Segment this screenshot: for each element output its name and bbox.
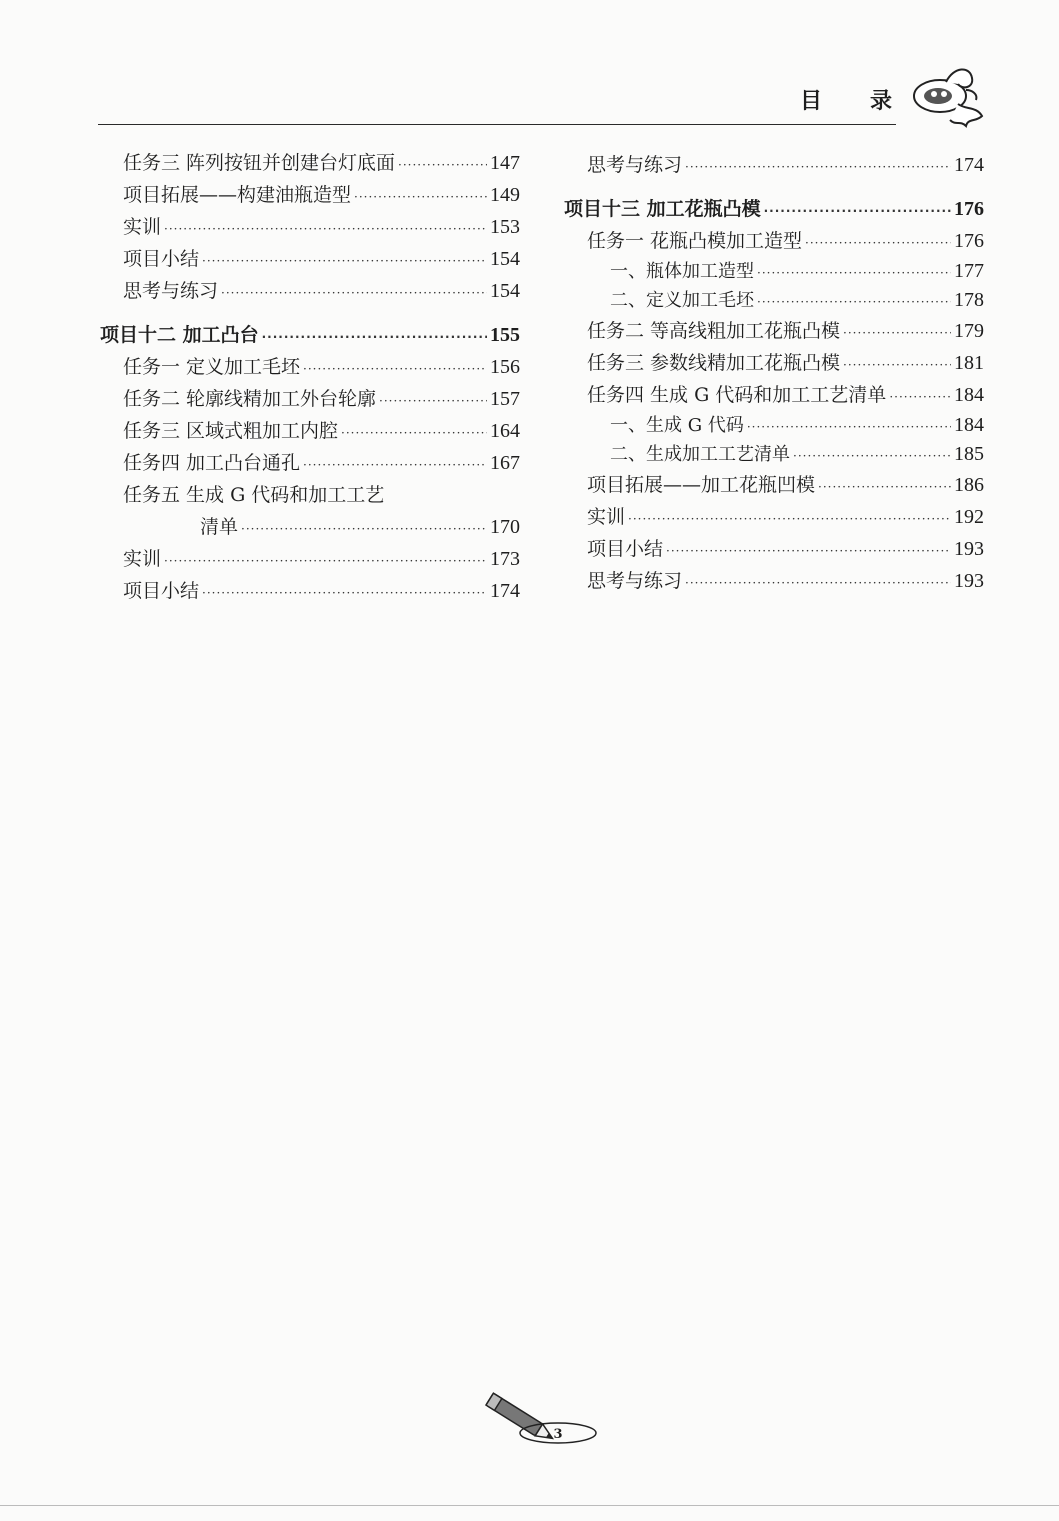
toc-entry[interactable]: 任务四 生成 G 代码和加工工艺清单 ····· 184 [564,379,984,411]
toc-entry[interactable]: 任务二 等高线粗加工花瓶凸模 ····· 179 [564,315,984,347]
toc-left-column [100,147,520,607]
toc-entry[interactable]: 任务三 参数线精加工花瓶凸模 ····· 181 [564,347,984,379]
toc-subentry[interactable]: 一、瓶体加工造型 ····· 177 [564,257,984,286]
page-title-char-1: 目 [800,89,825,114]
toc-entry[interactable]: 任务五 生成 G 代码和加工工艺 [123,484,385,506]
toc-entry[interactable]: 项目拓展——构建油瓶造型 ····· 149 [100,179,520,211]
scan-edge-line [0,1505,1059,1506]
toc-entry[interactable]: 任务一 花瓶凸模加工造型 ····· 176 [564,225,984,257]
toc-right-column [564,149,984,597]
toc-subentry[interactable]: 一、生成 G 代码 ····· 184 [564,411,984,440]
toc-entry[interactable]: 思考与练习 ····· 154 [100,275,520,307]
toc-chapter-entry[interactable]: 项目十二 加工凸台 ····· 155 [100,319,520,351]
toc-entry[interactable]: 任务三 阵列按钮并创建台灯底面 ····· 147 [100,147,520,179]
toc-entry-continuation[interactable]: 清单 ····· 170 [100,511,520,543]
toc-entry[interactable]: 项目小结 ····· 174 [100,575,520,607]
toc-entry[interactable]: 思考与练习 ····· 174 [564,149,984,181]
toc-entry[interactable]: 任务三 区域式粗加工内腔 ····· 164 [100,415,520,447]
page-number: 3 [553,1427,563,1442]
page-title-char-2: 录 [870,89,895,114]
toc-subentry[interactable]: 二、定义加工毛坯 ····· 178 [564,286,984,315]
header-rule [98,124,896,125]
toc-chapter-entry[interactable]: 项目十三 加工花瓶凸模 ····· 176 [564,193,984,225]
toc-entry[interactable]: 实训 ····· 173 [100,543,520,575]
toc-subentry[interactable]: 二、生成加工工艺清单 ····· 185 [564,440,984,469]
toc-entry[interactable]: 项目拓展——加工花瓶凹模 ····· 186 [564,469,984,501]
toc-entry[interactable]: 实训 ····· 192 [564,501,984,533]
toc-entry[interactable]: 任务四 加工凸台通孔 ····· 167 [100,447,520,479]
mascot-icon [906,60,986,132]
pencil-icon [478,1388,608,1458]
toc-entry[interactable]: 实训 ····· 153 [100,211,520,243]
toc-entry[interactable]: 项目小结 ····· 193 [564,533,984,565]
toc-entry[interactable]: 任务二 轮廓线精加工外台轮廓 ····· 157 [100,383,520,415]
toc-entry[interactable]: 任务一 定义加工毛坯 ····· 156 [100,351,520,383]
toc-entry[interactable]: 项目小结 ····· 154 [100,243,520,275]
toc-entry[interactable]: 思考与练习 ····· 193 [564,565,984,597]
